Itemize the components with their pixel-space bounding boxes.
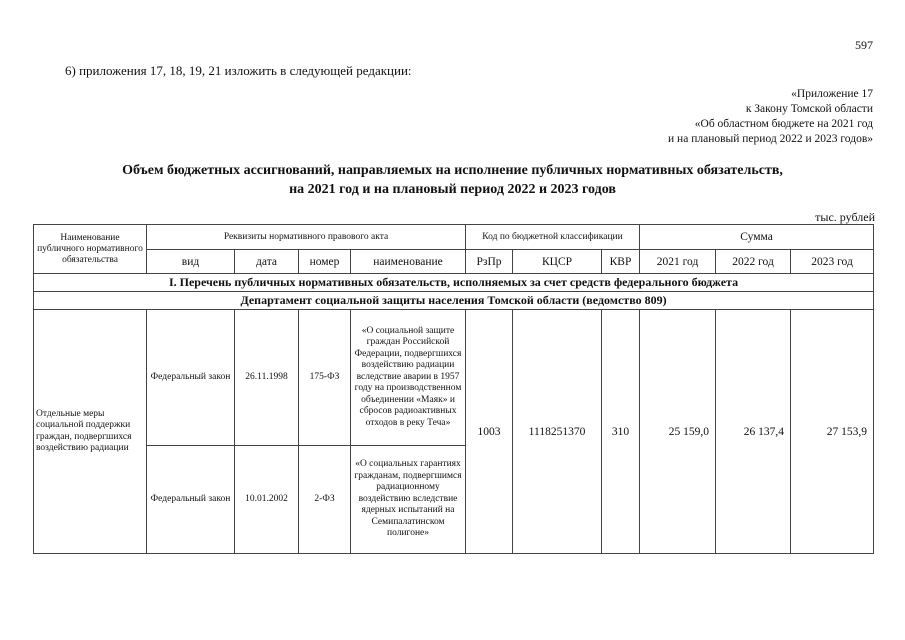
table-row: [34, 310, 874, 446]
header-sum: Сумма: [640, 225, 874, 250]
page-number: 597: [855, 38, 873, 52]
header-title: наименование: [351, 250, 466, 274]
act-number: 2-ФЗ: [299, 446, 351, 554]
header-name: Наименование публичного нормативного обязательства: [34, 225, 147, 274]
annex-line-3: «Об областном бюджете на 2021 год: [694, 118, 873, 130]
act-kind: Федеральный закон: [147, 310, 235, 446]
header-2021: 2021 год: [640, 250, 716, 274]
header-requisites: Реквизиты нормативного правового акта: [147, 225, 466, 250]
section-heading: I. Перечень публичных нормативных обязательств, исполняемых за счет средств федерального бюджета: [34, 274, 874, 292]
act-number: 175-ФЗ: [299, 310, 351, 446]
kcsr-value: 1118251370: [513, 310, 602, 554]
header-kcsr: КЦСР: [513, 250, 602, 274]
header-kind: вид: [147, 250, 235, 274]
obligation-name: Отдельные меры социальной поддержки граждан, подвергшихся воздействию радиации: [34, 310, 147, 554]
header-rzpr: РзПр: [466, 250, 513, 274]
obligations-table: [33, 224, 874, 554]
title-line-1: Объем бюджетных ассигнований, направляемых на исполнение публичных нормативных обязательств,: [122, 163, 783, 178]
header-code: Код по бюджетной классификации: [466, 225, 640, 250]
act-title: «О социальной защите граждан Российской Федерации, подвергшихся воздействию радиации вследствие аварии в 1957 году на производственном объединении «Маяк» и сбросов радиоактивных отходов в реку Теча»: [351, 310, 466, 446]
header-2022: 2022 год: [716, 250, 791, 274]
header-kvr: КВР: [602, 250, 640, 274]
annex-line-4: и на плановый период 2022 и 2023 годов»: [668, 133, 873, 145]
header-date: дата: [235, 250, 299, 274]
units-label: тыс. рублей: [815, 210, 875, 224]
sum-2021: 25 159,0: [640, 310, 716, 554]
annex-line-2: к Закону Томской области: [745, 103, 873, 115]
header-number: номер: [299, 250, 351, 274]
title-line-2: на 2021 год и на плановый период 2022 и 2023 годов: [289, 182, 616, 197]
document-title: [0, 161, 905, 199]
act-date: 26.11.1998: [235, 310, 299, 446]
act-kind: Федеральный закон: [147, 446, 235, 554]
act-date: 10.01.2002: [235, 446, 299, 554]
header-2023: 2023 год: [791, 250, 874, 274]
intro-text: 6) приложения 17, 18, 19, 21 изложить в следующей редакции:: [65, 63, 412, 78]
kvr-value: 310: [602, 310, 640, 554]
act-title: «О социальных гарантиях гражданам, подвергшимся радиационному воздействию вследствие ядерных испытаний на Семипалатинском полигоне»: [351, 446, 466, 554]
sum-2023: 27 153,9: [791, 310, 874, 554]
department-heading: Департамент социальной защиты населения Томской области (ведомство 809): [34, 292, 874, 310]
annex-line-1: «Приложение 17: [791, 88, 873, 100]
rzpr-value: 1003: [466, 310, 513, 554]
sum-2022: 26 137,4: [716, 310, 791, 554]
